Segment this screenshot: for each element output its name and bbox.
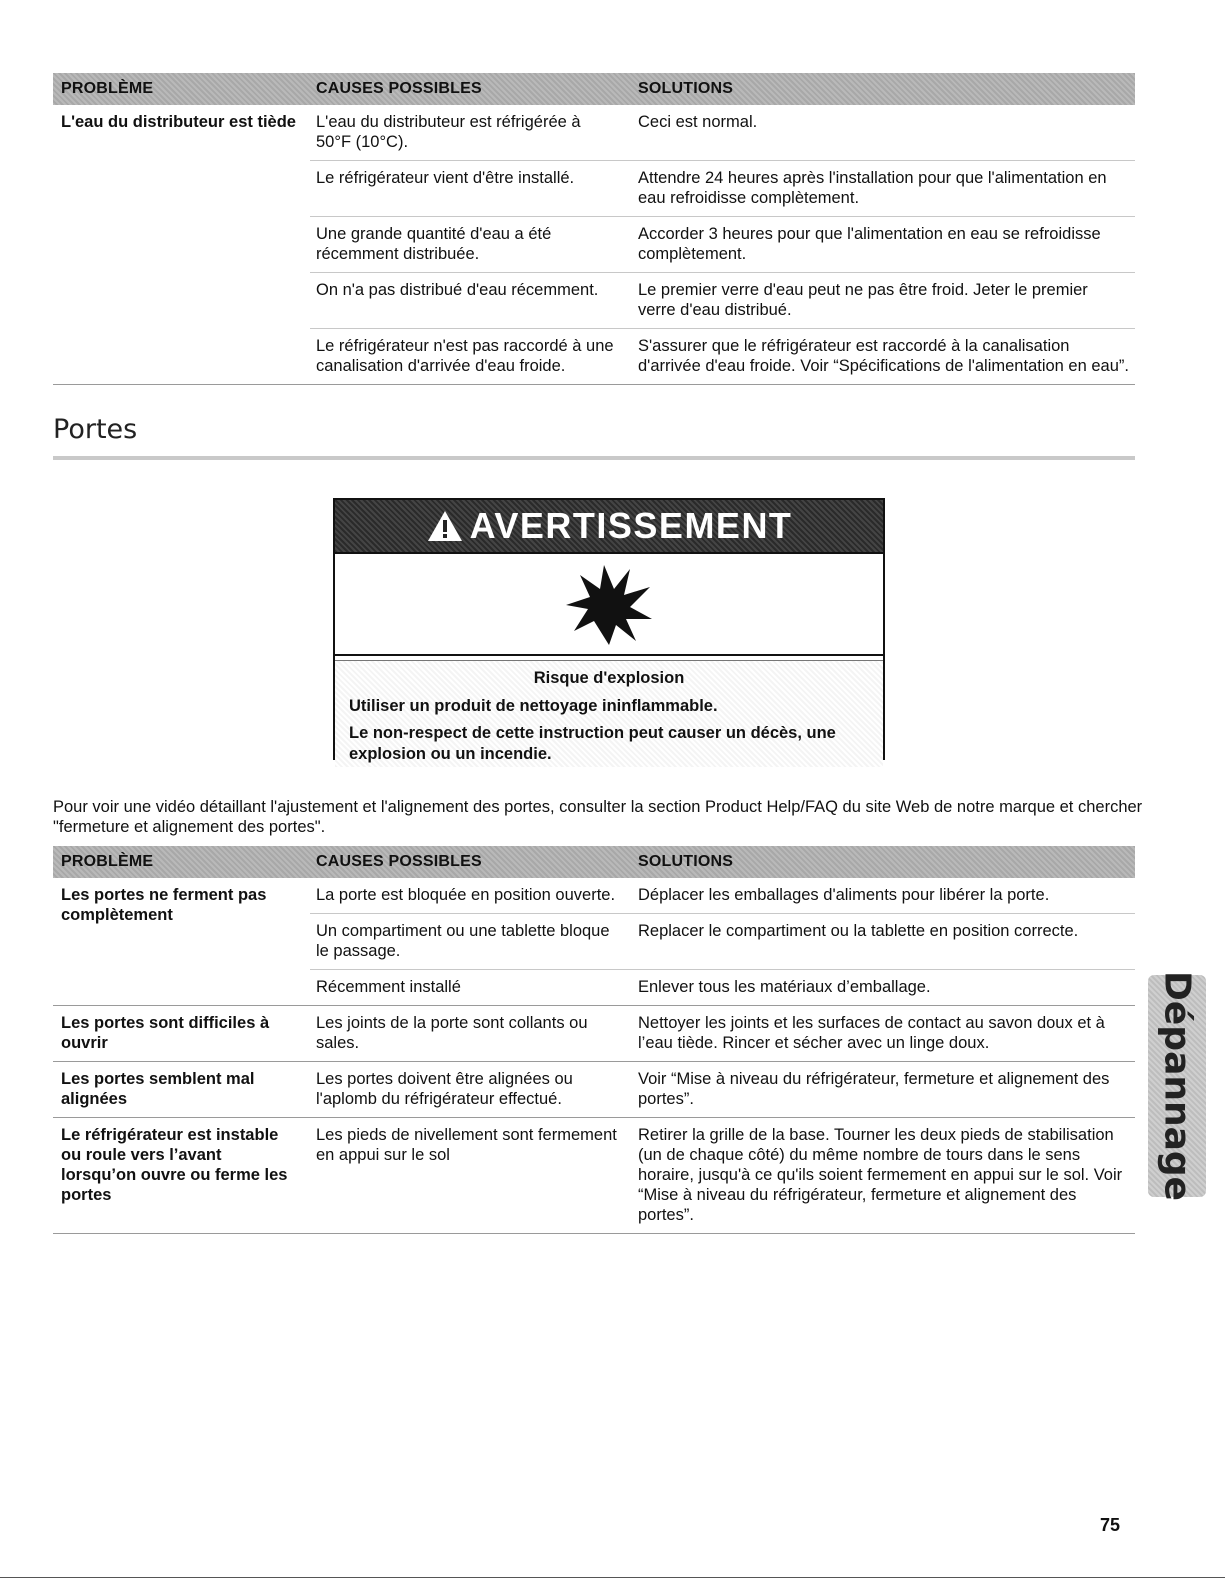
table-row: [310, 1006, 1135, 1061]
table-header: [53, 846, 1135, 878]
troubleshooting-table-water: [53, 73, 1135, 385]
cause-cell: Un compartiment ou une tablette bloque le passage.: [316, 922, 610, 960]
table-row: [310, 1062, 1135, 1117]
header-causes: CAUSES POSSIBLES: [316, 80, 482, 97]
solution-cell: Ceci est normal.: [638, 113, 758, 131]
warning-box: [333, 498, 885, 763]
solution-cell: Déplacer les emballages d'aliments pour libérer la porte.: [638, 886, 1050, 904]
table-row: [310, 161, 1135, 217]
warning-triangle-icon: [426, 509, 464, 543]
warning-body: [335, 660, 883, 767]
cause-solution-rows: [310, 1118, 1135, 1233]
cause-solution-rows: [310, 1006, 1135, 1061]
table-row: [310, 217, 1135, 273]
section-side-tab: [1148, 970, 1206, 1202]
cause-cell: Les portes doivent être alignées ou l'aplomb du réfrigérateur effectué.: [316, 1070, 573, 1108]
table-row: [310, 878, 1135, 914]
cause-solution-rows: [310, 105, 1135, 384]
cause-cell: Les pieds de nivellement sont fermement en appui sur le sol: [316, 1126, 617, 1164]
cause-solution-rows: [310, 1062, 1135, 1117]
warning-title: AVERTISSEMENT: [469, 505, 793, 546]
problem-group: [53, 878, 1135, 1006]
problem-cell: Les portes ne ferment pas complètement: [61, 886, 267, 924]
side-tab-label: Dépannage: [1156, 970, 1198, 1202]
header-causes: CAUSES POSSIBLES: [316, 853, 482, 870]
section-title: Portes: [53, 414, 138, 445]
solution-cell: Le premier verre d'eau peut ne pas être froid. Jeter le premier verre d'eau distribué.: [638, 281, 1088, 319]
table-row: [310, 105, 1135, 161]
cause-cell: Récemment installé: [316, 978, 461, 996]
solution-cell: Attendre 24 heures après l'installation pour que l'alimentation en eau refroidisse complètement.: [638, 169, 1107, 207]
solution-cell: Voir “Mise à niveau du réfrigérateur, fermeture et alignement des portes”.: [638, 1070, 1110, 1108]
cause-cell: Une grande quantité d'eau a été récemment distribuée.: [316, 225, 552, 263]
solution-cell: Nettoyer les joints et les surfaces de contact au savon doux et à l’eau tiède. Rincer et sécher avec un linge doux.: [638, 1014, 1105, 1052]
problem-group: [53, 1062, 1135, 1118]
cause-cell: Le réfrigérateur n'est pas raccordé à une canalisation d'arrivée d'eau froide.: [316, 337, 614, 375]
header-problem: PROBLÈME: [61, 853, 154, 870]
table-header: [53, 73, 1135, 105]
cause-cell: Le réfrigérateur vient d'être installé.: [316, 169, 575, 187]
table-row: [310, 329, 1135, 384]
warning-risk: Risque d'explosion: [533, 669, 685, 687]
problem-cell: L'eau du distributeur est tiède: [61, 113, 296, 131]
problem-cell: Le réfrigérateur est instable ou roule vers l’avant lorsqu’on ouvre ou ferme les portes: [61, 1126, 288, 1204]
section-divider: [53, 456, 1135, 460]
cause-cell: On n'a pas distribué d'eau récemment.: [316, 281, 599, 299]
table-row: [310, 914, 1135, 970]
table-row: [310, 970, 1135, 1005]
cause-cell: La porte est bloquée en position ouverte.: [316, 886, 616, 904]
cause-cell: Les joints de la porte sont collants ou sales.: [316, 1014, 588, 1052]
solution-cell: S'assurer que le réfrigérateur est raccordé à la canalisation d'arrivée d'eau froide. Voir “Spécifications de l'alimentation en eau”.: [638, 337, 1129, 375]
problem-group: [53, 1006, 1135, 1062]
solution-cell: Replacer le compartiment ou la tablette en position correcte.: [638, 922, 1079, 940]
cause-solution-rows: [310, 878, 1135, 1005]
solution-cell: Enlever tous les matériaux d’emballage.: [638, 978, 931, 996]
problem-cell: Les portes sont difficiles à ouvrir: [61, 1014, 270, 1052]
solution-cell: Retirer la grille de la base. Tourner les deux pieds de stabilisation (un de chaque côté) du même nombre de tours dans le sens horaire, jusqu'à ce qu'ils soient fermement en appui sur le sol. Voir “Mise à niveau du réfrigérateur, fermeture et alignement des portes”.: [638, 1126, 1123, 1224]
header-solutions: SOLUTIONS: [638, 853, 734, 870]
solution-cell: Accorder 3 heures pour que l'alimentation en eau se refroidisse complètement.: [638, 225, 1101, 263]
problem-group: [53, 105, 1135, 385]
warning-instruction: Utiliser un produit de nettoyage ininflammable.: [349, 697, 718, 715]
warning-consequence: Le non-respect de cette instruction peut causer un décès, une explosion ou un incendie.: [349, 724, 836, 763]
bottom-rule: [0, 1577, 1225, 1578]
page-number: 75: [1100, 1515, 1121, 1535]
problem-group: [53, 1118, 1135, 1234]
cause-cell: L'eau du distributeur est réfrigérée à 50°F (10°C).: [316, 113, 581, 151]
header-problem: PROBLÈME: [61, 80, 154, 97]
doors-intro-paragraph: Pour voir une vidéo détaillant l'ajustement et l'alignement des portes, consulter la section Product Help/FAQ du site Web de notre marque et chercher "fermeture et alignement des portes".: [53, 798, 1143, 836]
warning-header: [335, 500, 883, 554]
table-row: [310, 1118, 1135, 1233]
troubleshooting-table-doors: [53, 846, 1135, 1234]
table-row: [310, 273, 1135, 329]
header-solutions: SOLUTIONS: [638, 80, 734, 97]
problem-cell: Les portes semblent mal alignées: [61, 1070, 255, 1108]
explosion-icon: [335, 554, 883, 656]
